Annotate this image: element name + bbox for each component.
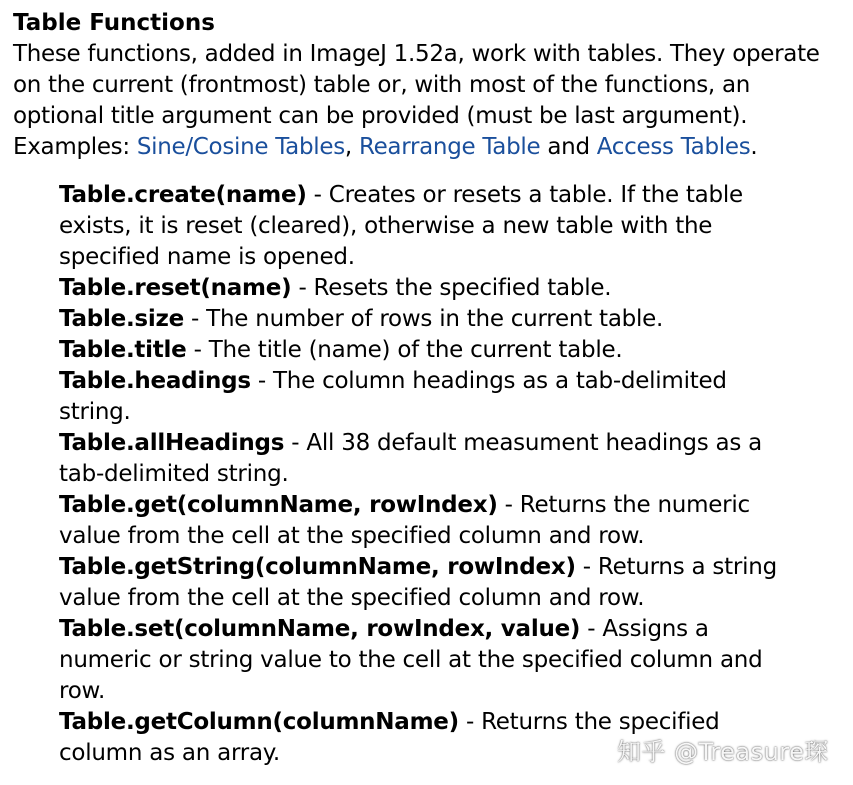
function-name: Table.allHeadings <box>59 430 285 456</box>
function-item <box>59 304 779 335</box>
section-title: Table Functions <box>13 10 215 36</box>
function-description: - Returns the specified column as an array. <box>59 709 720 766</box>
intro-text: These functions, added in ImageJ 1.52a, work with tables. They operate on the current (frontmost) table or, with most of the functions, an optional title argument can be provided (must be last argument). Examples: <box>13 41 820 160</box>
function-name: Table.set(columnName, rowIndex, value) <box>59 616 581 642</box>
intro-end: . <box>750 134 758 160</box>
function-description: - Resets the specified table. <box>291 275 612 301</box>
function-description: - All 38 default measument headings as a tab-delimited string. <box>59 430 762 487</box>
watermark: 知乎 @Treasure琛 <box>617 738 829 766</box>
link-rearrange-table[interactable]: Rearrange Table <box>358 134 541 160</box>
function-name: Table.size <box>59 306 184 332</box>
function-description: - Assigns a numeric or string value to the cell at the specified column and row. <box>59 616 763 704</box>
function-item <box>59 428 779 490</box>
link-sine-cosine-tables[interactable]: Sine/Cosine Tables <box>136 134 345 160</box>
intro-separator: , <box>344 134 359 160</box>
function-description: - The column headings as a tab-delimited string. <box>59 368 727 425</box>
function-list <box>59 180 779 769</box>
function-name: Table.getColumn(columnName) <box>59 709 459 735</box>
function-item <box>59 366 779 428</box>
function-description: - Returns the numeric value from the cell at the specified column and row. <box>59 492 750 549</box>
function-item <box>59 552 779 614</box>
function-name: Table.headings <box>59 368 251 394</box>
function-description: - Creates or resets a table. If the table exists, it is reset (cleared), otherwise a new table with the specified name is opened. <box>59 182 743 270</box>
function-name: Table.get(columnName, rowIndex) <box>59 492 498 518</box>
intro-paragraph <box>13 39 838 163</box>
function-description: - The title (name) of the current table. <box>186 337 623 363</box>
function-name: Table.reset(name) <box>59 275 292 301</box>
function-description: - The number of rows in the current table. <box>184 306 664 332</box>
function-item <box>59 335 779 366</box>
function-item <box>59 614 779 707</box>
function-item <box>59 490 779 552</box>
function-item <box>59 180 779 273</box>
function-description: - Returns a string value from the cell at the specified column and row. <box>59 554 777 611</box>
intro-separator: and <box>540 134 597 160</box>
link-access-tables[interactable]: Access Tables <box>596 134 751 160</box>
function-name: Table.create(name) <box>59 182 307 208</box>
function-name: Table.getString(columnName, rowIndex) <box>59 554 576 580</box>
function-item <box>59 273 779 304</box>
document <box>13 8 843 163</box>
function-name: Table.title <box>59 337 187 363</box>
